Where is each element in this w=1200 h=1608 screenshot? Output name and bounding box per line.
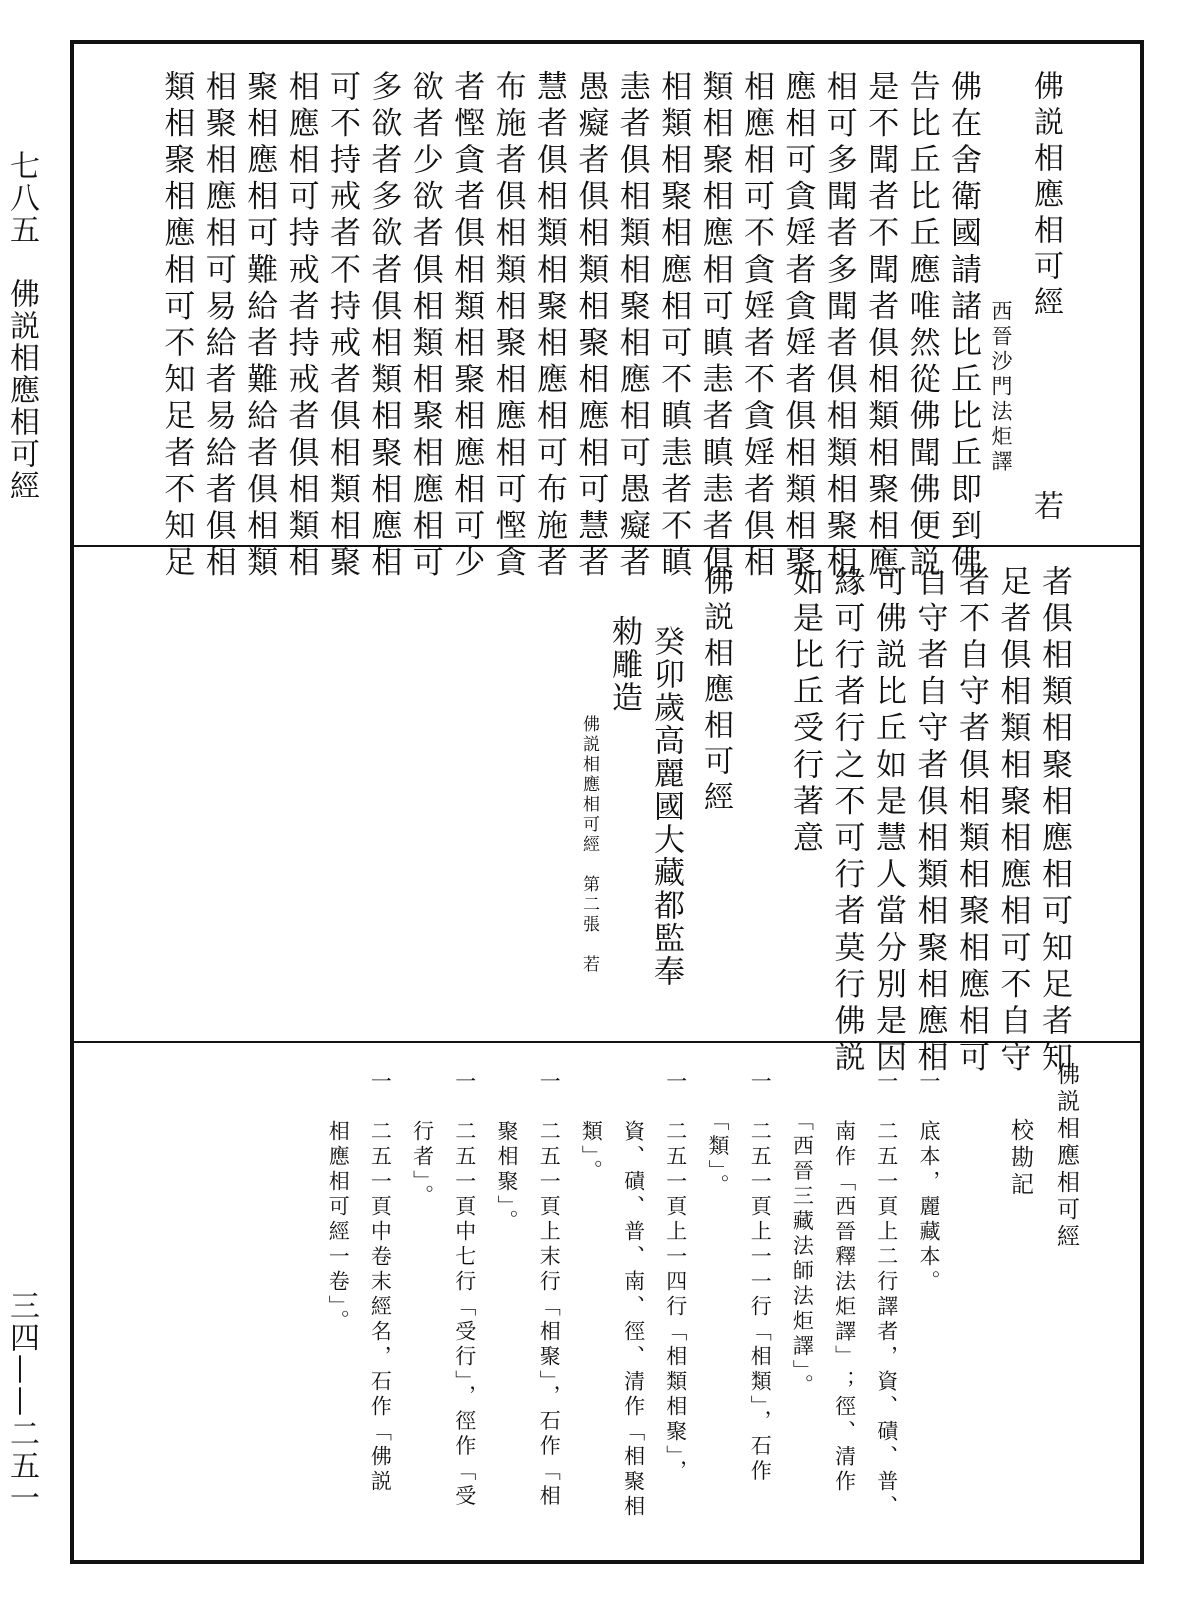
text-column: 相可多聞者多聞者俱相類相聚相 [820,70,857,583]
note-column: 一 二五一頁上末行「相聚」，石作「相 [537,1070,562,1510]
text-column: 相應相可不貪婬者不貪婬者俱相 [738,70,774,583]
margin-top-label: 七八五 佛説相應相可經 [4,150,39,502]
text-column: 慧者俱相類相聚相應相可布施者 [531,70,567,583]
note-column: 相應相可經一卷」。 [326,1070,351,1335]
note-column: 一 二五一頁中卷末經名，石作「佛説 [368,1070,393,1495]
note-column: 一 二五一頁上二行譯者，資、磧、普、 [874,1070,899,1520]
collation-title: 佛説相應相可經 [1053,1062,1079,1251]
text-column: 告比丘比丘應唯然從佛聞佛便説 [903,70,940,583]
note-column: 資、磧、普、南、徑、清作「相聚相 [621,1070,646,1520]
text-column: 緣可行者行之不可行者莫行佛説 [828,565,865,1078]
sutra-title: 佛説相應相可經 [1028,70,1063,322]
text-column: 佛在舍衛國請諸比丘比丘即到佛 [945,70,981,583]
text-column: 恚者俱相類相聚相應相可愚癡者 [613,70,650,583]
page-footer-small: 佛説相應相可經 第二張 若 [579,715,599,975]
text-column: 愚癡者俱相類相聚相應相可慧者 [572,70,609,583]
text-column: 應相可貪婬者貪婬者俱相類相聚 [779,70,816,583]
margin-bottom-label: 三四——二五一 [4,1290,39,1514]
text-column: 可佛説比丘如是慧人當分別是因 [870,565,906,1078]
text-column: 多欲者多欲者俱相類相聚相應相 [365,70,402,583]
note-column: 「類」。 [706,1070,730,1199]
text-column: 類相聚相應相可瞋恚者瞋恚者俱 [696,70,733,583]
volume-character: 若 [1028,490,1063,526]
note-column: 南作「西晉釋法炬譯」；徑、清作 [832,1070,857,1495]
text-column: 類相聚相應相可不知足者不知足 [158,70,195,583]
note-column: 一 底本，麗藏本。 [917,1070,941,1295]
text-column: 相應相可持戒者持戒者俱相類相 [282,70,319,583]
text-column: 如是比丘受行著意 [787,565,823,858]
note-column: 類」。 [579,1070,604,1185]
text-column: 者慳貪者俱相類相聚相應相可少 [448,70,485,583]
text-column: 可不持戒者不持戒者俱相類相聚 [324,70,360,583]
text-column: 是不聞者不聞者俱相類相聚相應 [862,70,899,583]
note-column: 行者」。 [410,1070,435,1210]
text-column: 聚相應相可難給者難給者俱相類 [241,70,278,583]
collation-subtitle: 校勘記 [1007,1118,1033,1199]
colophon-line-2: 勑雕造 [606,615,642,714]
end-title: 佛説相應相可經 [698,565,733,817]
translator-line: 西晉沙門法炬譯 [989,300,1013,475]
note-column: 一 二五一頁上一四行「相類相聚」， [663,1070,688,1485]
colophon-line-1: 癸卯歲高麗國大藏都監奉 [648,625,684,988]
note-column: 聚相聚」。 [495,1070,519,1235]
text-column: 相類相聚相應相可不瞋恚者不瞋 [655,70,692,583]
note-column: 一 二五一頁中七行「受行」，徑作「受 [452,1070,477,1510]
note-column: 「西晉三藏法師法炬譯」。 [790,1070,815,1399]
text-column: 者不自守者俱相類相聚相應相可 [953,565,989,1078]
text-column: 布施者俱相類相聚相應相可慳貪 [489,70,526,583]
text-column: 相聚相應相可易給者易給者俱相 [199,70,236,583]
text-column: 自守者自守者俱相類相聚相應相 [911,565,948,1078]
text-column: 欲者少欲者俱相類相聚相應相可 [406,70,443,583]
text-column: 者俱相類相聚相應相可知足者知 [1036,565,1072,1078]
text-column: 足者俱相類相聚相應相可不自守 [994,565,1031,1078]
note-column: 一 二五一頁上一一行「相類」，石作 [748,1070,773,1485]
